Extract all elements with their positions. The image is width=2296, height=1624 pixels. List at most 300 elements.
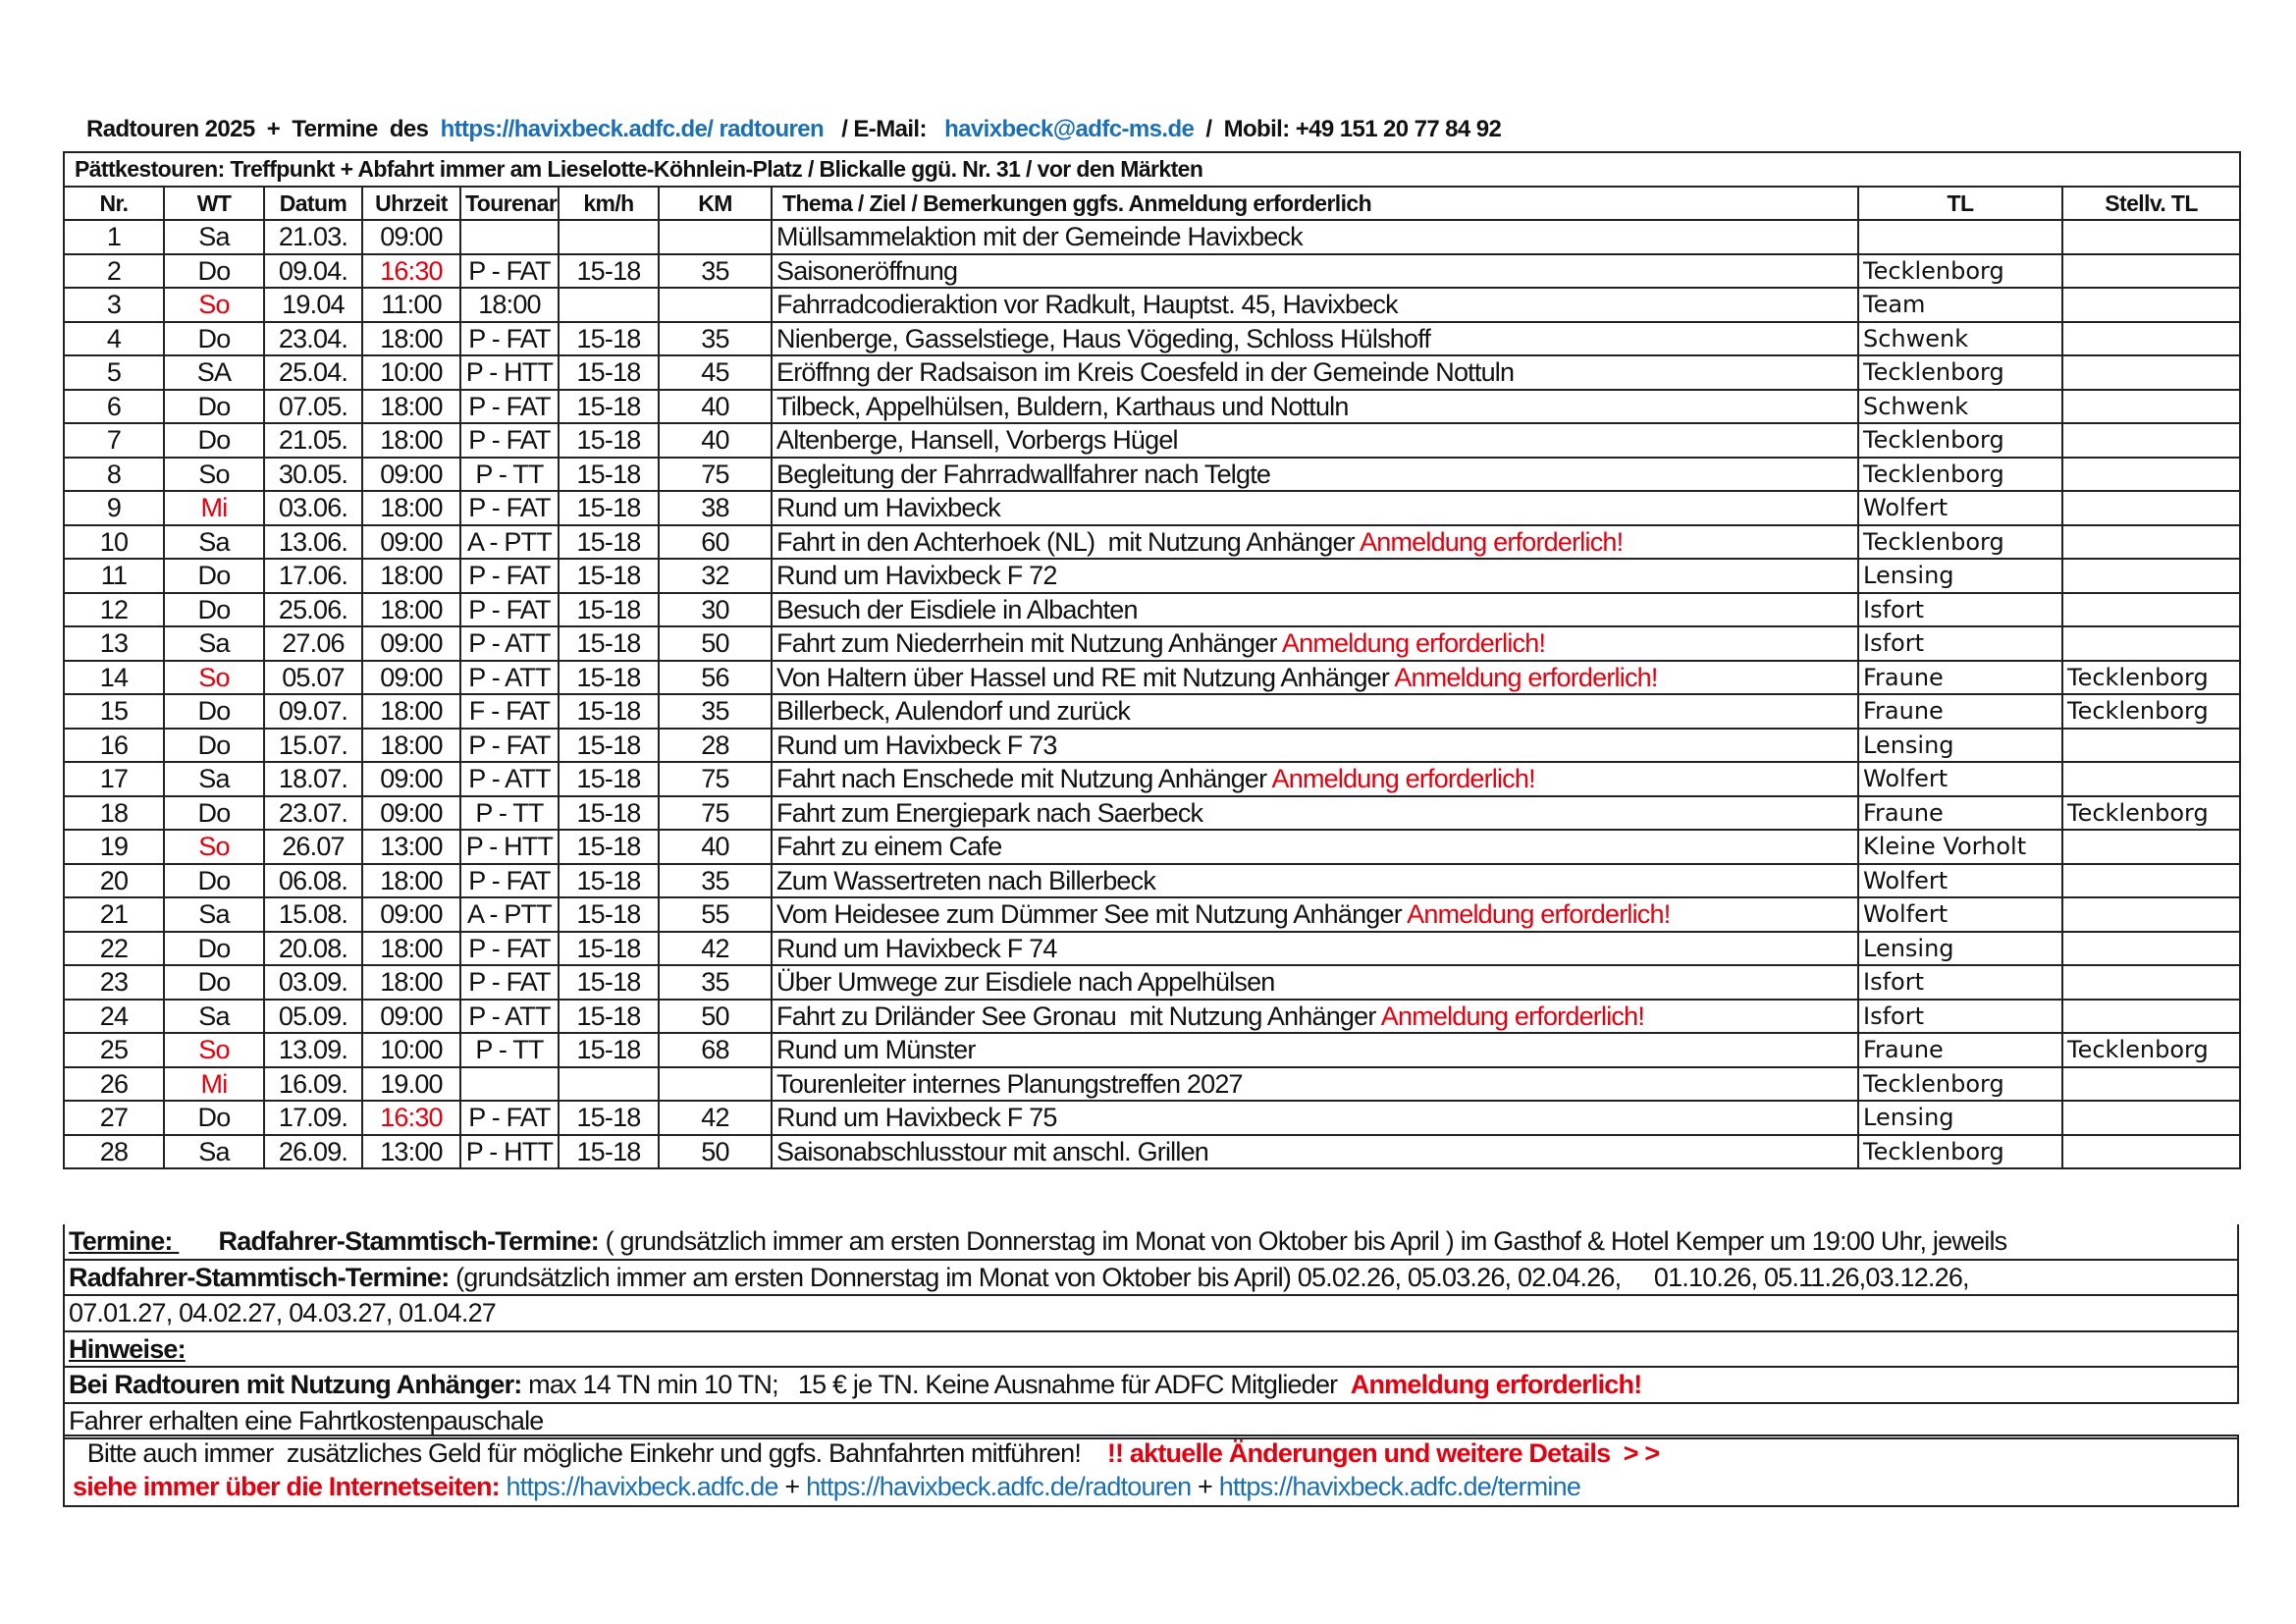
row-distance bbox=[659, 1067, 772, 1102]
row-speed-text: 15-18 bbox=[576, 425, 641, 456]
row-speed bbox=[559, 220, 659, 254]
row-date-text: 20.08. bbox=[278, 933, 348, 963]
row-deputy-leader bbox=[2062, 694, 2240, 729]
row-tour-type-text: P - FAT bbox=[468, 425, 551, 456]
row-speed bbox=[559, 355, 659, 390]
row-distance bbox=[659, 1000, 772, 1034]
row-weekday bbox=[164, 525, 264, 560]
row-tour-leader bbox=[1858, 491, 2062, 525]
row-tour-type bbox=[460, 897, 559, 932]
row-tour-type bbox=[460, 1000, 559, 1034]
radtouren-page-link[interactable]: https://havixbeck.adfc.de/radtouren bbox=[806, 1472, 1192, 1501]
row-weekday bbox=[164, 729, 264, 763]
row-speed-text: 15-18 bbox=[576, 967, 641, 998]
row-weekday-text: So bbox=[198, 290, 230, 320]
row-distance-text: 38 bbox=[701, 493, 729, 523]
row-date bbox=[264, 390, 362, 424]
row-tour-type bbox=[460, 729, 559, 763]
row-nr-text: 14 bbox=[99, 662, 129, 692]
row-nr bbox=[64, 458, 164, 492]
row-deputy-leader-text: Tecklenborg bbox=[2067, 798, 2209, 827]
row-time bbox=[362, 729, 460, 763]
table-row bbox=[64, 288, 2240, 322]
row-weekday-text: So bbox=[198, 662, 230, 692]
row-topic bbox=[772, 932, 1858, 966]
row-speed-text: 15-18 bbox=[576, 933, 641, 963]
row-date-text: 18.07. bbox=[278, 764, 348, 794]
row-speed-text: 15-18 bbox=[576, 899, 641, 930]
row-tour-type bbox=[460, 932, 559, 966]
table-row bbox=[64, 220, 2240, 254]
row-time bbox=[362, 390, 460, 424]
row-date bbox=[264, 322, 362, 356]
registration-required-note: Anmeldung erforderlich! bbox=[1360, 526, 1624, 557]
row-weekday-text: Do bbox=[197, 391, 231, 421]
row-tour-type-text: P - FAT bbox=[468, 865, 551, 895]
row-tour-type bbox=[460, 626, 559, 661]
row-date bbox=[264, 1067, 362, 1102]
row-topic-text: Vom Heidesee zum Dümmer See mit Nutzung Anhänger bbox=[776, 899, 1408, 930]
row-topic bbox=[772, 796, 1858, 831]
row-distance bbox=[659, 762, 772, 796]
row-nr-text: 25 bbox=[99, 1035, 129, 1065]
row-nr bbox=[64, 355, 164, 390]
row-nr-text: 7 bbox=[106, 425, 122, 456]
row-tour-type bbox=[460, 288, 559, 322]
row-time bbox=[362, 423, 460, 458]
row-topic-text: Billerbeck, Aulendorf und zurück bbox=[776, 696, 1131, 727]
row-weekday bbox=[164, 1135, 264, 1169]
row-tour-type-text: P - FAT bbox=[468, 933, 551, 963]
email-link[interactable]: havixbeck@adfc-ms.de bbox=[944, 116, 1195, 142]
row-tour-type-text: F - FAT bbox=[468, 696, 551, 727]
row-nr bbox=[64, 729, 164, 763]
column-header-row bbox=[64, 187, 2240, 221]
row-date-text: 21.05. bbox=[278, 425, 348, 456]
col-header-uhrzeit: Uhrzeit bbox=[362, 187, 460, 221]
row-date-text: 13.06. bbox=[278, 526, 348, 557]
row-tour-leader-text: Lensing bbox=[1863, 1104, 1954, 1132]
anmeldung-note: Anmeldung erforderlich! bbox=[1350, 1370, 1642, 1399]
meeting-point-row bbox=[64, 152, 2240, 187]
row-topic bbox=[772, 1101, 1858, 1135]
row-tour-leader bbox=[1858, 254, 2062, 289]
row-nr-text: 5 bbox=[106, 357, 122, 388]
row-nr-text: 16 bbox=[99, 730, 129, 760]
row-speed bbox=[559, 661, 659, 695]
row-deputy-leader bbox=[2062, 932, 2240, 966]
row-topic bbox=[772, 220, 1858, 254]
row-speed-text: 15-18 bbox=[576, 865, 641, 895]
row-tour-leader-text: Lensing bbox=[1863, 731, 1954, 759]
row-time-text: 10:00 bbox=[380, 357, 443, 388]
row-speed bbox=[559, 525, 659, 560]
stammtisch-row bbox=[63, 1261, 2239, 1297]
row-date-text: 25.06. bbox=[278, 594, 348, 624]
row-distance bbox=[659, 220, 772, 254]
row-topic bbox=[772, 626, 1858, 661]
row-topic bbox=[772, 491, 1858, 525]
row-tour-type-text: P - ATT bbox=[468, 764, 551, 794]
row-nr-text: 17 bbox=[99, 764, 129, 794]
row-tour-type bbox=[460, 1033, 559, 1067]
row-speed-text: 15-18 bbox=[576, 357, 641, 388]
row-topic bbox=[772, 423, 1858, 458]
row-nr bbox=[64, 864, 164, 898]
website-link[interactable]: https://havixbeck.adfc.de bbox=[506, 1472, 778, 1501]
row-date-text: 30.05. bbox=[278, 459, 348, 489]
row-tour-leader bbox=[1858, 1033, 2062, 1067]
row-tour-type bbox=[460, 458, 559, 492]
termine-page-link[interactable]: https://havixbeck.adfc.de/termine bbox=[1218, 1472, 1581, 1501]
row-weekday bbox=[164, 1067, 264, 1102]
row-distance-text: 35 bbox=[701, 865, 729, 895]
table-row bbox=[64, 491, 2240, 525]
row-tour-leader bbox=[1858, 559, 2062, 593]
row-nr-text: 1 bbox=[106, 222, 122, 252]
row-speed bbox=[559, 593, 659, 627]
table-row bbox=[64, 1101, 2240, 1135]
row-weekday bbox=[164, 864, 264, 898]
row-tour-leader-text: Team bbox=[1863, 291, 1926, 319]
row-speed-text: 15-18 bbox=[576, 561, 641, 591]
row-time bbox=[362, 661, 460, 695]
row-distance-text: 60 bbox=[701, 526, 729, 557]
row-time bbox=[362, 864, 460, 898]
row-distance bbox=[659, 525, 772, 560]
row-time bbox=[362, 694, 460, 729]
row-tour-type bbox=[460, 864, 559, 898]
row-time bbox=[362, 593, 460, 627]
row-time-text: 18:00 bbox=[380, 594, 443, 624]
row-tour-type-text: P - FAT bbox=[468, 730, 551, 760]
row-time-text: 18:00 bbox=[380, 425, 443, 456]
row-weekday bbox=[164, 559, 264, 593]
row-tour-leader-text: Fraune bbox=[1863, 798, 1944, 827]
row-date bbox=[264, 1033, 362, 1067]
info-line-1 bbox=[80, 1438, 1659, 1469]
row-tour-type-text: P - FAT bbox=[468, 323, 551, 353]
row-tour-leader-text: Tecklenborg bbox=[1863, 1069, 2004, 1098]
row-weekday-text: Do bbox=[197, 696, 231, 727]
row-date-text: 17.06. bbox=[278, 561, 348, 591]
row-tour-type bbox=[460, 1101, 559, 1135]
row-nr bbox=[64, 525, 164, 560]
row-topic-text: Fahrt zu einem Cafe bbox=[776, 832, 1002, 862]
col-header-tl: TL bbox=[1858, 187, 2062, 221]
row-date-text: 21.03. bbox=[278, 222, 348, 252]
row-time bbox=[362, 288, 460, 322]
row-speed-text: 15-18 bbox=[576, 832, 641, 862]
row-speed-text: 15-18 bbox=[576, 628, 641, 659]
table-row bbox=[64, 694, 2240, 729]
row-speed bbox=[559, 322, 659, 356]
row-topic bbox=[772, 1033, 1858, 1067]
row-speed bbox=[559, 1033, 659, 1067]
row-speed bbox=[559, 423, 659, 458]
row-topic bbox=[772, 694, 1858, 729]
row-date bbox=[264, 423, 362, 458]
row-topic-text: Rund um Havixbeck F 74 bbox=[776, 933, 1057, 963]
row-distance bbox=[659, 1101, 772, 1135]
row-date-text: 19.04 bbox=[282, 290, 345, 320]
row-time bbox=[362, 1000, 460, 1034]
table-row bbox=[64, 626, 2240, 661]
registration-required-note: Anmeldung erforderlich! bbox=[1394, 662, 1658, 692]
row-speed-text: 15-18 bbox=[576, 696, 641, 727]
row-time-text: 09:00 bbox=[380, 459, 443, 489]
row-weekday-text: Do bbox=[197, 730, 231, 760]
row-date bbox=[264, 762, 362, 796]
row-weekday-text: Sa bbox=[198, 222, 230, 252]
row-tour-type bbox=[460, 220, 559, 254]
row-time-text: 09:00 bbox=[380, 628, 443, 659]
row-topic-text: Müllsammelaktion mit der Gemeinde Havixbeck bbox=[776, 222, 1303, 252]
row-speed-text: 15-18 bbox=[576, 391, 641, 421]
row-distance-text: 55 bbox=[701, 899, 729, 930]
row-speed-text: 15-18 bbox=[576, 323, 641, 353]
row-nr-text: 4 bbox=[106, 323, 122, 353]
row-time bbox=[362, 932, 460, 966]
row-tour-leader bbox=[1858, 390, 2062, 424]
row-tour-type-text: P - TT bbox=[475, 797, 544, 828]
table-row bbox=[64, 423, 2240, 458]
row-tour-leader-text: Wolfert bbox=[1863, 494, 1949, 522]
row-topic-text: Eröffnng der Radsaison im Kreis Coesfeld in der Gemeinde Nottuln bbox=[776, 357, 1515, 388]
row-time bbox=[362, 559, 460, 593]
row-topic bbox=[772, 965, 1858, 1000]
row-distance bbox=[659, 1033, 772, 1067]
row-nr bbox=[64, 897, 164, 932]
row-deputy-leader bbox=[2062, 1033, 2240, 1067]
row-tour-leader bbox=[1858, 626, 2062, 661]
row-speed-text: 15-18 bbox=[576, 1136, 641, 1166]
row-time-text: 18:00 bbox=[380, 493, 443, 523]
row-distance-text: 75 bbox=[701, 459, 729, 489]
row-nr bbox=[64, 423, 164, 458]
row-deputy-leader-text: Tecklenborg bbox=[2067, 663, 2209, 691]
row-deputy-leader bbox=[2062, 796, 2240, 831]
row-topic-text: Fahrt nach Enschede mit Nutzung Anhänger bbox=[776, 764, 1272, 794]
row-nr-text: 21 bbox=[99, 899, 129, 930]
row-speed bbox=[559, 864, 659, 898]
row-weekday bbox=[164, 1033, 264, 1067]
row-date bbox=[264, 729, 362, 763]
row-speed bbox=[559, 254, 659, 289]
row-time-text: 09:00 bbox=[380, 1001, 443, 1031]
stammtisch-dates-cont: 07.01.27, 04.02.27, 04.03.27, 01.04.27 bbox=[63, 1296, 2239, 1332]
row-distance-text: 40 bbox=[701, 391, 729, 421]
row-nr-text: 6 bbox=[106, 391, 122, 421]
row-distance-text: 50 bbox=[701, 628, 729, 659]
row-distance bbox=[659, 626, 772, 661]
row-distance-text: 40 bbox=[701, 832, 729, 862]
row-time-text: 18:00 bbox=[380, 561, 443, 591]
row-tour-leader bbox=[1858, 864, 2062, 898]
row-time-text: 16:30 bbox=[380, 255, 443, 286]
hinweise-label: Hinweise: bbox=[69, 1333, 186, 1364]
row-nr-text: 2 bbox=[106, 255, 122, 286]
row-topic-text: Rund um Havixbeck F 73 bbox=[776, 730, 1057, 760]
row-weekday bbox=[164, 830, 264, 864]
row-date-text: 26.07 bbox=[282, 832, 345, 862]
row-weekday bbox=[164, 288, 264, 322]
row-weekday bbox=[164, 1101, 264, 1135]
info-box bbox=[63, 1435, 2239, 1507]
row-tour-type bbox=[460, 694, 559, 729]
row-tour-leader bbox=[1858, 1135, 2062, 1169]
row-weekday-text: Do bbox=[197, 1103, 231, 1133]
row-time bbox=[362, 355, 460, 390]
row-time bbox=[362, 458, 460, 492]
row-nr bbox=[64, 288, 164, 322]
row-date bbox=[264, 965, 362, 1000]
row-nr-text: 15 bbox=[99, 696, 129, 727]
row-date-text: 05.09. bbox=[278, 1001, 348, 1031]
row-weekday bbox=[164, 965, 264, 1000]
row-date-text: 06.08. bbox=[278, 865, 348, 895]
row-topic-text: Begleitung der Fahrradwallfahrer nach Telgte bbox=[776, 459, 1271, 489]
row-tour-leader-text: Wolfert bbox=[1863, 866, 1949, 894]
row-tour-leader-text: Tecklenborg bbox=[1863, 1137, 2004, 1165]
row-tour-leader bbox=[1858, 729, 2062, 763]
row-date bbox=[264, 932, 362, 966]
row-deputy-leader bbox=[2062, 355, 2240, 390]
row-time-text: 09:00 bbox=[380, 899, 443, 930]
tours-body bbox=[64, 220, 2240, 1168]
row-date-text: 15.07. bbox=[278, 730, 348, 760]
row-date-text: 16.09. bbox=[278, 1068, 348, 1099]
row-deputy-leader bbox=[2062, 458, 2240, 492]
row-tour-leader bbox=[1858, 661, 2062, 695]
row-tour-leader-text: Wolfert bbox=[1863, 900, 1949, 929]
row-date-text: 09.07. bbox=[278, 696, 348, 727]
row-tour-leader bbox=[1858, 593, 2062, 627]
row-nr bbox=[64, 1101, 164, 1135]
row-topic bbox=[772, 390, 1858, 424]
row-deputy-leader bbox=[2062, 254, 2240, 289]
row-distance bbox=[659, 965, 772, 1000]
row-tour-leader bbox=[1858, 762, 2062, 796]
row-speed bbox=[559, 932, 659, 966]
col-header-km: KM bbox=[659, 187, 772, 221]
row-time bbox=[362, 626, 460, 661]
row-tour-type-text: A - PTT bbox=[467, 526, 552, 557]
row-topic bbox=[772, 288, 1858, 322]
row-tour-leader bbox=[1858, 694, 2062, 729]
row-tour-leader-text: Isfort bbox=[1863, 595, 1924, 623]
table-row bbox=[64, 932, 2240, 966]
termine-row bbox=[63, 1224, 2239, 1261]
row-date-text: 07.05. bbox=[278, 391, 348, 421]
row-tour-leader bbox=[1858, 965, 2062, 1000]
row-distance bbox=[659, 897, 772, 932]
registration-required-note: Anmeldung erforderlich! bbox=[1380, 1001, 1645, 1031]
row-tour-type-text: P - TT bbox=[475, 459, 544, 489]
row-distance bbox=[659, 390, 772, 424]
row-speed-text: 15-18 bbox=[576, 1001, 641, 1031]
row-time bbox=[362, 796, 460, 831]
row-date-text: 05.07 bbox=[282, 662, 345, 692]
row-tour-leader bbox=[1858, 1067, 2062, 1102]
row-topic bbox=[772, 254, 1858, 289]
stammtisch-label: Radfahrer-Stammtisch-Termine: bbox=[69, 1262, 450, 1292]
row-speed bbox=[559, 1101, 659, 1135]
row-tour-type bbox=[460, 423, 559, 458]
row-weekday-text: Do bbox=[197, 967, 231, 998]
row-deputy-leader bbox=[2062, 762, 2240, 796]
row-nr-text: 13 bbox=[99, 628, 129, 659]
row-distance-text: 42 bbox=[701, 1103, 729, 1133]
row-weekday bbox=[164, 762, 264, 796]
row-weekday-text: So bbox=[198, 832, 230, 862]
row-nr bbox=[64, 796, 164, 831]
row-weekday bbox=[164, 661, 264, 695]
row-tour-leader bbox=[1858, 288, 2062, 322]
hinweise-row bbox=[63, 1332, 2239, 1369]
table-row bbox=[64, 559, 2240, 593]
row-tour-leader bbox=[1858, 830, 2062, 864]
row-deputy-leader bbox=[2062, 965, 2240, 1000]
row-date-text: 26.09. bbox=[278, 1136, 348, 1166]
row-weekday-text: Do bbox=[197, 255, 231, 286]
row-speed bbox=[559, 491, 659, 525]
row-time-text: 18:00 bbox=[380, 696, 443, 727]
row-nr-text: 23 bbox=[99, 967, 129, 998]
row-nr bbox=[64, 559, 164, 593]
row-tour-type bbox=[460, 254, 559, 289]
row-time-text: 09:00 bbox=[380, 662, 443, 692]
row-topic-text: Nienberge, Gasselstiege, Haus Vögeding, Schloss Hülshoff bbox=[776, 323, 1431, 353]
row-speed bbox=[559, 729, 659, 763]
row-tour-leader-text: Tecklenborg bbox=[1863, 358, 2004, 387]
row-topic-text: Saisonabschlusstour mit anschl. Grillen bbox=[776, 1136, 1209, 1166]
row-weekday bbox=[164, 897, 264, 932]
document-title bbox=[86, 116, 1501, 143]
row-date-text: 23.04. bbox=[278, 323, 348, 353]
table-row bbox=[64, 729, 2240, 763]
row-nr bbox=[64, 694, 164, 729]
table-row bbox=[64, 796, 2240, 831]
row-time-text: 18:00 bbox=[380, 391, 443, 421]
row-speed bbox=[559, 965, 659, 1000]
row-speed bbox=[559, 626, 659, 661]
row-nr bbox=[64, 762, 164, 796]
row-date bbox=[264, 626, 362, 661]
row-time bbox=[362, 525, 460, 560]
row-weekday bbox=[164, 796, 264, 831]
row-distance bbox=[659, 830, 772, 864]
row-tour-leader bbox=[1858, 458, 2062, 492]
row-tour-leader bbox=[1858, 220, 2062, 254]
row-date bbox=[264, 661, 362, 695]
radtouren-link[interactable]: https://havixbeck.adfc.de/ radtouren bbox=[440, 116, 825, 142]
row-date bbox=[264, 220, 362, 254]
row-deputy-leader bbox=[2062, 661, 2240, 695]
row-speed-text: 15-18 bbox=[576, 797, 641, 828]
row-tour-type-text: P - FAT bbox=[468, 967, 551, 998]
row-topic bbox=[772, 762, 1858, 796]
row-topic bbox=[772, 897, 1858, 932]
row-topic bbox=[772, 729, 1858, 763]
table-row bbox=[64, 897, 2240, 932]
row-date bbox=[264, 525, 362, 560]
row-tour-type bbox=[460, 1135, 559, 1169]
row-date bbox=[264, 830, 362, 864]
row-time-text: 16:30 bbox=[380, 1103, 443, 1133]
row-time-text: 10:00 bbox=[380, 1035, 443, 1065]
row-topic bbox=[772, 593, 1858, 627]
